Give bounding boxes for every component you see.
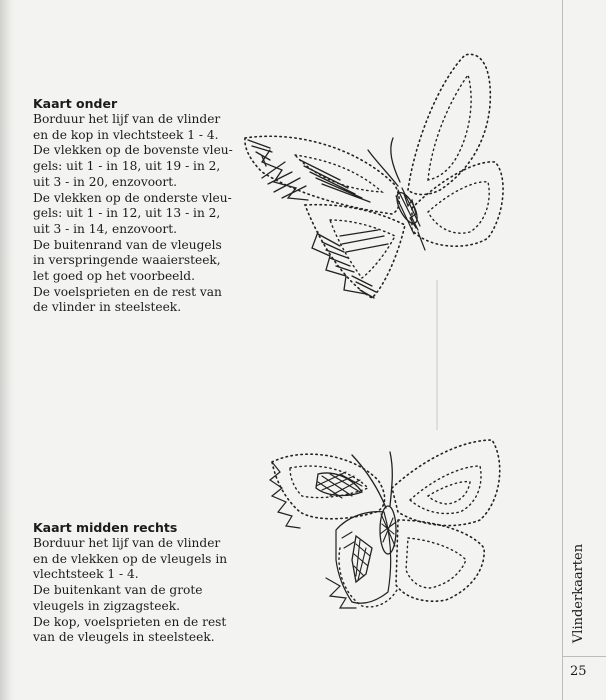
instruction-line: De kop, voelsprieten en de rest <box>33 614 227 629</box>
sidebar-title-text: Vlinderkaarten <box>571 543 587 643</box>
instruction-line: uit 3 - in 14, enzovoort. <box>33 221 177 236</box>
upper-left-wing <box>272 454 385 519</box>
butterfly-bottom <box>270 440 500 608</box>
instruction-line: De vlekken op de bovenste vleu- <box>33 143 233 158</box>
instruction-line: gels: uit 1 - in 18, uit 19 - in 2, <box>33 159 221 174</box>
instruction-line: in verspringende waaiersteek, <box>33 253 221 268</box>
butterfly-top <box>245 54 503 298</box>
lower-right-wing <box>396 520 484 601</box>
instruction-line: De vlekken op de onderste vleu- <box>33 190 232 205</box>
antenna <box>368 150 398 186</box>
instruction-line: vleugels in zigzagsteek. <box>33 598 180 613</box>
instruction-line: De voelsprieten en de rest van <box>33 284 222 299</box>
instruction-line: en de kop in vlechtsteek 1 - 4. <box>33 127 219 142</box>
instruction-line: en de vlekken op de vleugels in <box>33 551 228 566</box>
instruction-line: let goed op het voorbeeld. <box>33 269 195 284</box>
instruction-line: van de vleugels in steelsteek. <box>33 630 215 645</box>
sidebar-title <box>569 538 589 648</box>
upper-right-wing <box>392 440 500 526</box>
instruction-line: vlechtsteek 1 - 4. <box>33 567 139 582</box>
sidebar-rule <box>562 0 563 700</box>
instruction-line: De buitenrand van de vleugels <box>33 237 222 252</box>
instruction-line: de vlinder in steelsteek. <box>33 300 182 315</box>
lower-right-wing <box>412 162 503 246</box>
instruction-line: Borduur het lijf van de vlinder <box>33 536 221 550</box>
instruction-line: uit 3 - in 20, enzovoort. <box>33 174 177 189</box>
instruction-line: Borduur het lijf van de vlinder <box>33 112 221 126</box>
instruction-line: gels: uit 1 - in 12, uit 13 - in 2, <box>33 206 221 221</box>
page-number: 25 <box>570 664 587 679</box>
stitch-spots <box>316 472 372 582</box>
page-number-rule <box>562 656 606 657</box>
upper-right-wing <box>408 54 490 194</box>
section-heading: Kaart midden rechts <box>33 520 178 535</box>
instruction-line: De buitenkant van de grote <box>33 583 203 598</box>
section-heading: Kaart onder <box>33 96 118 111</box>
